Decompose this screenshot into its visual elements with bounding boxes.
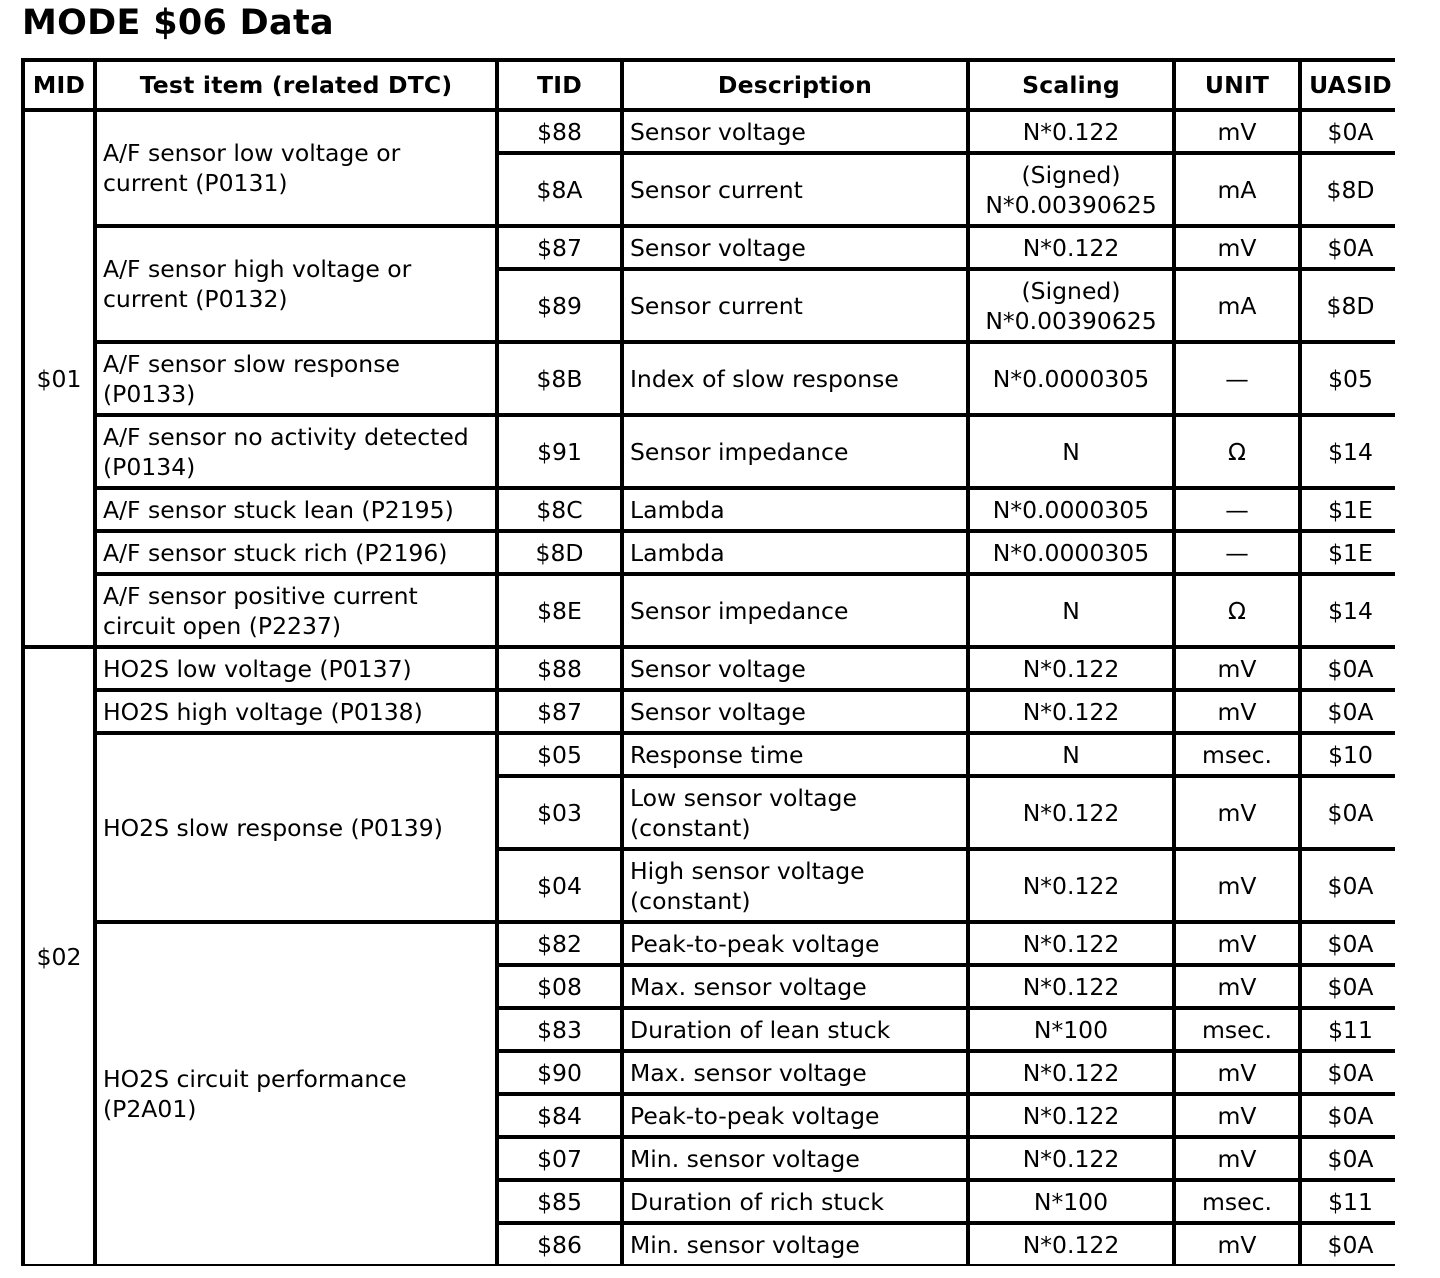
scaling-cell: N*0.122 bbox=[968, 226, 1174, 269]
tid-cell: $87 bbox=[497, 226, 622, 269]
description-cell: Duration of lean stuck bbox=[622, 1008, 968, 1051]
scaling-cell: N*0.122 bbox=[968, 922, 1174, 965]
test-item-cell: A/F sensor stuck lean (P2195) bbox=[95, 488, 497, 531]
table-row bbox=[23, 574, 1395, 647]
test-item-cell: A/F sensor low voltage or current (P0131) bbox=[95, 110, 497, 226]
tid-cell: $84 bbox=[497, 1094, 622, 1137]
uasid-cell: $0A bbox=[1300, 1137, 1395, 1180]
uasid-cell: $0A bbox=[1300, 1051, 1395, 1094]
tid-cell: $8E bbox=[497, 574, 622, 647]
unit-cell: mV bbox=[1174, 647, 1300, 690]
uasid-cell: $0A bbox=[1300, 647, 1395, 690]
tid-cell: $88 bbox=[497, 110, 622, 153]
tid-cell: $82 bbox=[497, 922, 622, 965]
test-item-cell: A/F sensor high voltage or current (P0132) bbox=[95, 226, 497, 342]
scaling-cell: N*0.122 bbox=[968, 110, 1174, 153]
uasid-cell: $0A bbox=[1300, 110, 1395, 153]
tid-cell: $05 bbox=[497, 733, 622, 776]
description-cell: Min. sensor voltage bbox=[622, 1137, 968, 1180]
uasid-cell: $0A bbox=[1300, 226, 1395, 269]
tid-cell: $8D bbox=[497, 531, 622, 574]
unit-cell: mV bbox=[1174, 110, 1300, 153]
header-scaling: Scaling bbox=[968, 60, 1174, 110]
description-cell: Sensor voltage bbox=[622, 690, 968, 733]
unit-cell: Ω bbox=[1174, 574, 1300, 647]
uasid-cell: $0A bbox=[1300, 1223, 1395, 1266]
unit-cell: msec. bbox=[1174, 1180, 1300, 1223]
scaling-cell: N*0.122 bbox=[968, 690, 1174, 733]
description-cell: Sensor impedance bbox=[622, 415, 968, 488]
unit-cell: mV bbox=[1174, 690, 1300, 733]
unit-cell: Ω bbox=[1174, 415, 1300, 488]
table-row bbox=[23, 226, 1395, 269]
uasid-cell: $0A bbox=[1300, 776, 1395, 849]
description-cell: Response time bbox=[622, 733, 968, 776]
unit-cell: — bbox=[1174, 488, 1300, 531]
description-cell: Index of slow response bbox=[622, 342, 968, 415]
header-description: Description bbox=[622, 60, 968, 110]
unit-cell: mV bbox=[1174, 849, 1300, 922]
unit-cell: mA bbox=[1174, 153, 1300, 226]
header-test-item: Test item (related DTC) bbox=[95, 60, 497, 110]
description-cell: Sensor voltage bbox=[622, 226, 968, 269]
scaling-cell: N*100 bbox=[968, 1180, 1174, 1223]
header-uasid: UASID bbox=[1300, 60, 1395, 110]
test-item-cell: HO2S high voltage (P0138) bbox=[95, 690, 497, 733]
uasid-cell: $0A bbox=[1300, 965, 1395, 1008]
table-row bbox=[23, 922, 1395, 965]
tid-cell: $87 bbox=[497, 690, 622, 733]
uasid-cell: $14 bbox=[1300, 574, 1395, 647]
header-tid: TID bbox=[497, 60, 622, 110]
scaling-cell: N*0.122 bbox=[968, 1051, 1174, 1094]
mode06-table-container bbox=[21, 58, 1395, 1266]
tid-cell: $08 bbox=[497, 965, 622, 1008]
table-row bbox=[23, 733, 1395, 776]
tid-cell: $89 bbox=[497, 269, 622, 342]
mid-cell: $02 bbox=[23, 647, 95, 1266]
unit-cell: mV bbox=[1174, 1094, 1300, 1137]
tid-cell: $03 bbox=[497, 776, 622, 849]
table-row bbox=[23, 531, 1395, 574]
uasid-cell: $8D bbox=[1300, 153, 1395, 226]
scaling-cell: N bbox=[968, 415, 1174, 488]
scaling-cell: N*0.122 bbox=[968, 1094, 1174, 1137]
description-cell: Sensor impedance bbox=[622, 574, 968, 647]
header-unit: UNIT bbox=[1174, 60, 1300, 110]
description-cell: Peak-to-peak voltage bbox=[622, 922, 968, 965]
description-cell: Sensor current bbox=[622, 153, 968, 226]
unit-cell: mV bbox=[1174, 776, 1300, 849]
test-item-cell: HO2S circuit performance (P2A01) bbox=[95, 922, 497, 1266]
description-cell: Sensor voltage bbox=[622, 110, 968, 153]
table-row bbox=[23, 342, 1395, 415]
test-item-cell: HO2S slow response (P0139) bbox=[95, 733, 497, 922]
description-cell: High sensor voltage (constant) bbox=[622, 849, 968, 922]
tid-cell: $85 bbox=[497, 1180, 622, 1223]
scaling-cell: N*0.0000305 bbox=[968, 488, 1174, 531]
unit-cell: mV bbox=[1174, 1137, 1300, 1180]
scaling-cell: N*0.122 bbox=[968, 647, 1174, 690]
description-cell: Peak-to-peak voltage bbox=[622, 1094, 968, 1137]
table-row bbox=[23, 488, 1395, 531]
test-item-cell: HO2S low voltage (P0137) bbox=[95, 647, 497, 690]
tid-cell: $86 bbox=[497, 1223, 622, 1266]
scaling-cell: N*100 bbox=[968, 1008, 1174, 1051]
tid-cell: $8A bbox=[497, 153, 622, 226]
uasid-cell: $0A bbox=[1300, 922, 1395, 965]
mode06-data-table bbox=[21, 58, 1395, 1266]
uasid-cell: $11 bbox=[1300, 1180, 1395, 1223]
unit-cell: mV bbox=[1174, 226, 1300, 269]
scaling-cell: N*0.122 bbox=[968, 965, 1174, 1008]
scaling-cell: N*0.122 bbox=[968, 1223, 1174, 1266]
scaling-cell: N*0.0000305 bbox=[968, 342, 1174, 415]
table-row bbox=[23, 690, 1395, 733]
scaling-cell: N*0.122 bbox=[968, 776, 1174, 849]
tid-cell: $8B bbox=[497, 342, 622, 415]
tid-cell: $90 bbox=[497, 1051, 622, 1094]
tid-cell: $88 bbox=[497, 647, 622, 690]
table-header-row bbox=[23, 60, 1395, 110]
scaling-cell: (Signed) N*0.00390625 bbox=[968, 153, 1174, 226]
unit-cell: mV bbox=[1174, 965, 1300, 1008]
test-item-cell: A/F sensor slow response (P0133) bbox=[95, 342, 497, 415]
uasid-cell: $8D bbox=[1300, 269, 1395, 342]
test-item-cell: A/F sensor positive current circuit open (P2237) bbox=[95, 574, 497, 647]
table-row bbox=[23, 415, 1395, 488]
unit-cell: mV bbox=[1174, 922, 1300, 965]
scaling-cell: (Signed) N*0.00390625 bbox=[968, 269, 1174, 342]
unit-cell: mV bbox=[1174, 1051, 1300, 1094]
mid-cell: $01 bbox=[23, 110, 95, 647]
description-cell: Max. sensor voltage bbox=[622, 1051, 968, 1094]
description-cell: Low sensor voltage (constant) bbox=[622, 776, 968, 849]
scaling-cell: N*0.122 bbox=[968, 849, 1174, 922]
uasid-cell: $05 bbox=[1300, 342, 1395, 415]
tid-cell: $8C bbox=[497, 488, 622, 531]
unit-cell: msec. bbox=[1174, 1008, 1300, 1051]
unit-cell: — bbox=[1174, 342, 1300, 415]
description-cell: Sensor current bbox=[622, 269, 968, 342]
uasid-cell: $14 bbox=[1300, 415, 1395, 488]
test-item-cell: A/F sensor stuck rich (P2196) bbox=[95, 531, 497, 574]
tid-cell: $91 bbox=[497, 415, 622, 488]
unit-cell: msec. bbox=[1174, 733, 1300, 776]
scaling-cell: N*0.0000305 bbox=[968, 531, 1174, 574]
tid-cell: $07 bbox=[497, 1137, 622, 1180]
uasid-cell: $1E bbox=[1300, 488, 1395, 531]
uasid-cell: $10 bbox=[1300, 733, 1395, 776]
description-cell: Lambda bbox=[622, 531, 968, 574]
scaling-cell: N bbox=[968, 574, 1174, 647]
header-mid: MID bbox=[23, 60, 95, 110]
uasid-cell: $0A bbox=[1300, 849, 1395, 922]
description-cell: Duration of rich stuck bbox=[622, 1180, 968, 1223]
scaling-cell: N*0.122 bbox=[968, 1137, 1174, 1180]
unit-cell: mV bbox=[1174, 1223, 1300, 1266]
test-item-cell: A/F sensor no activity detected (P0134) bbox=[95, 415, 497, 488]
uasid-cell: $11 bbox=[1300, 1008, 1395, 1051]
scaling-cell: N bbox=[968, 733, 1174, 776]
tid-cell: $04 bbox=[497, 849, 622, 922]
description-cell: Lambda bbox=[622, 488, 968, 531]
uasid-cell: $1E bbox=[1300, 531, 1395, 574]
tid-cell: $83 bbox=[497, 1008, 622, 1051]
page-title: MODE $06 Data bbox=[22, 3, 334, 43]
unit-cell: mA bbox=[1174, 269, 1300, 342]
table-row bbox=[23, 647, 1395, 690]
description-cell: Min. sensor voltage bbox=[622, 1223, 968, 1266]
uasid-cell: $0A bbox=[1300, 690, 1395, 733]
uasid-cell: $0A bbox=[1300, 1094, 1395, 1137]
description-cell: Sensor voltage bbox=[622, 647, 968, 690]
unit-cell: — bbox=[1174, 531, 1300, 574]
description-cell: Max. sensor voltage bbox=[622, 965, 968, 1008]
table-row bbox=[23, 110, 1395, 153]
